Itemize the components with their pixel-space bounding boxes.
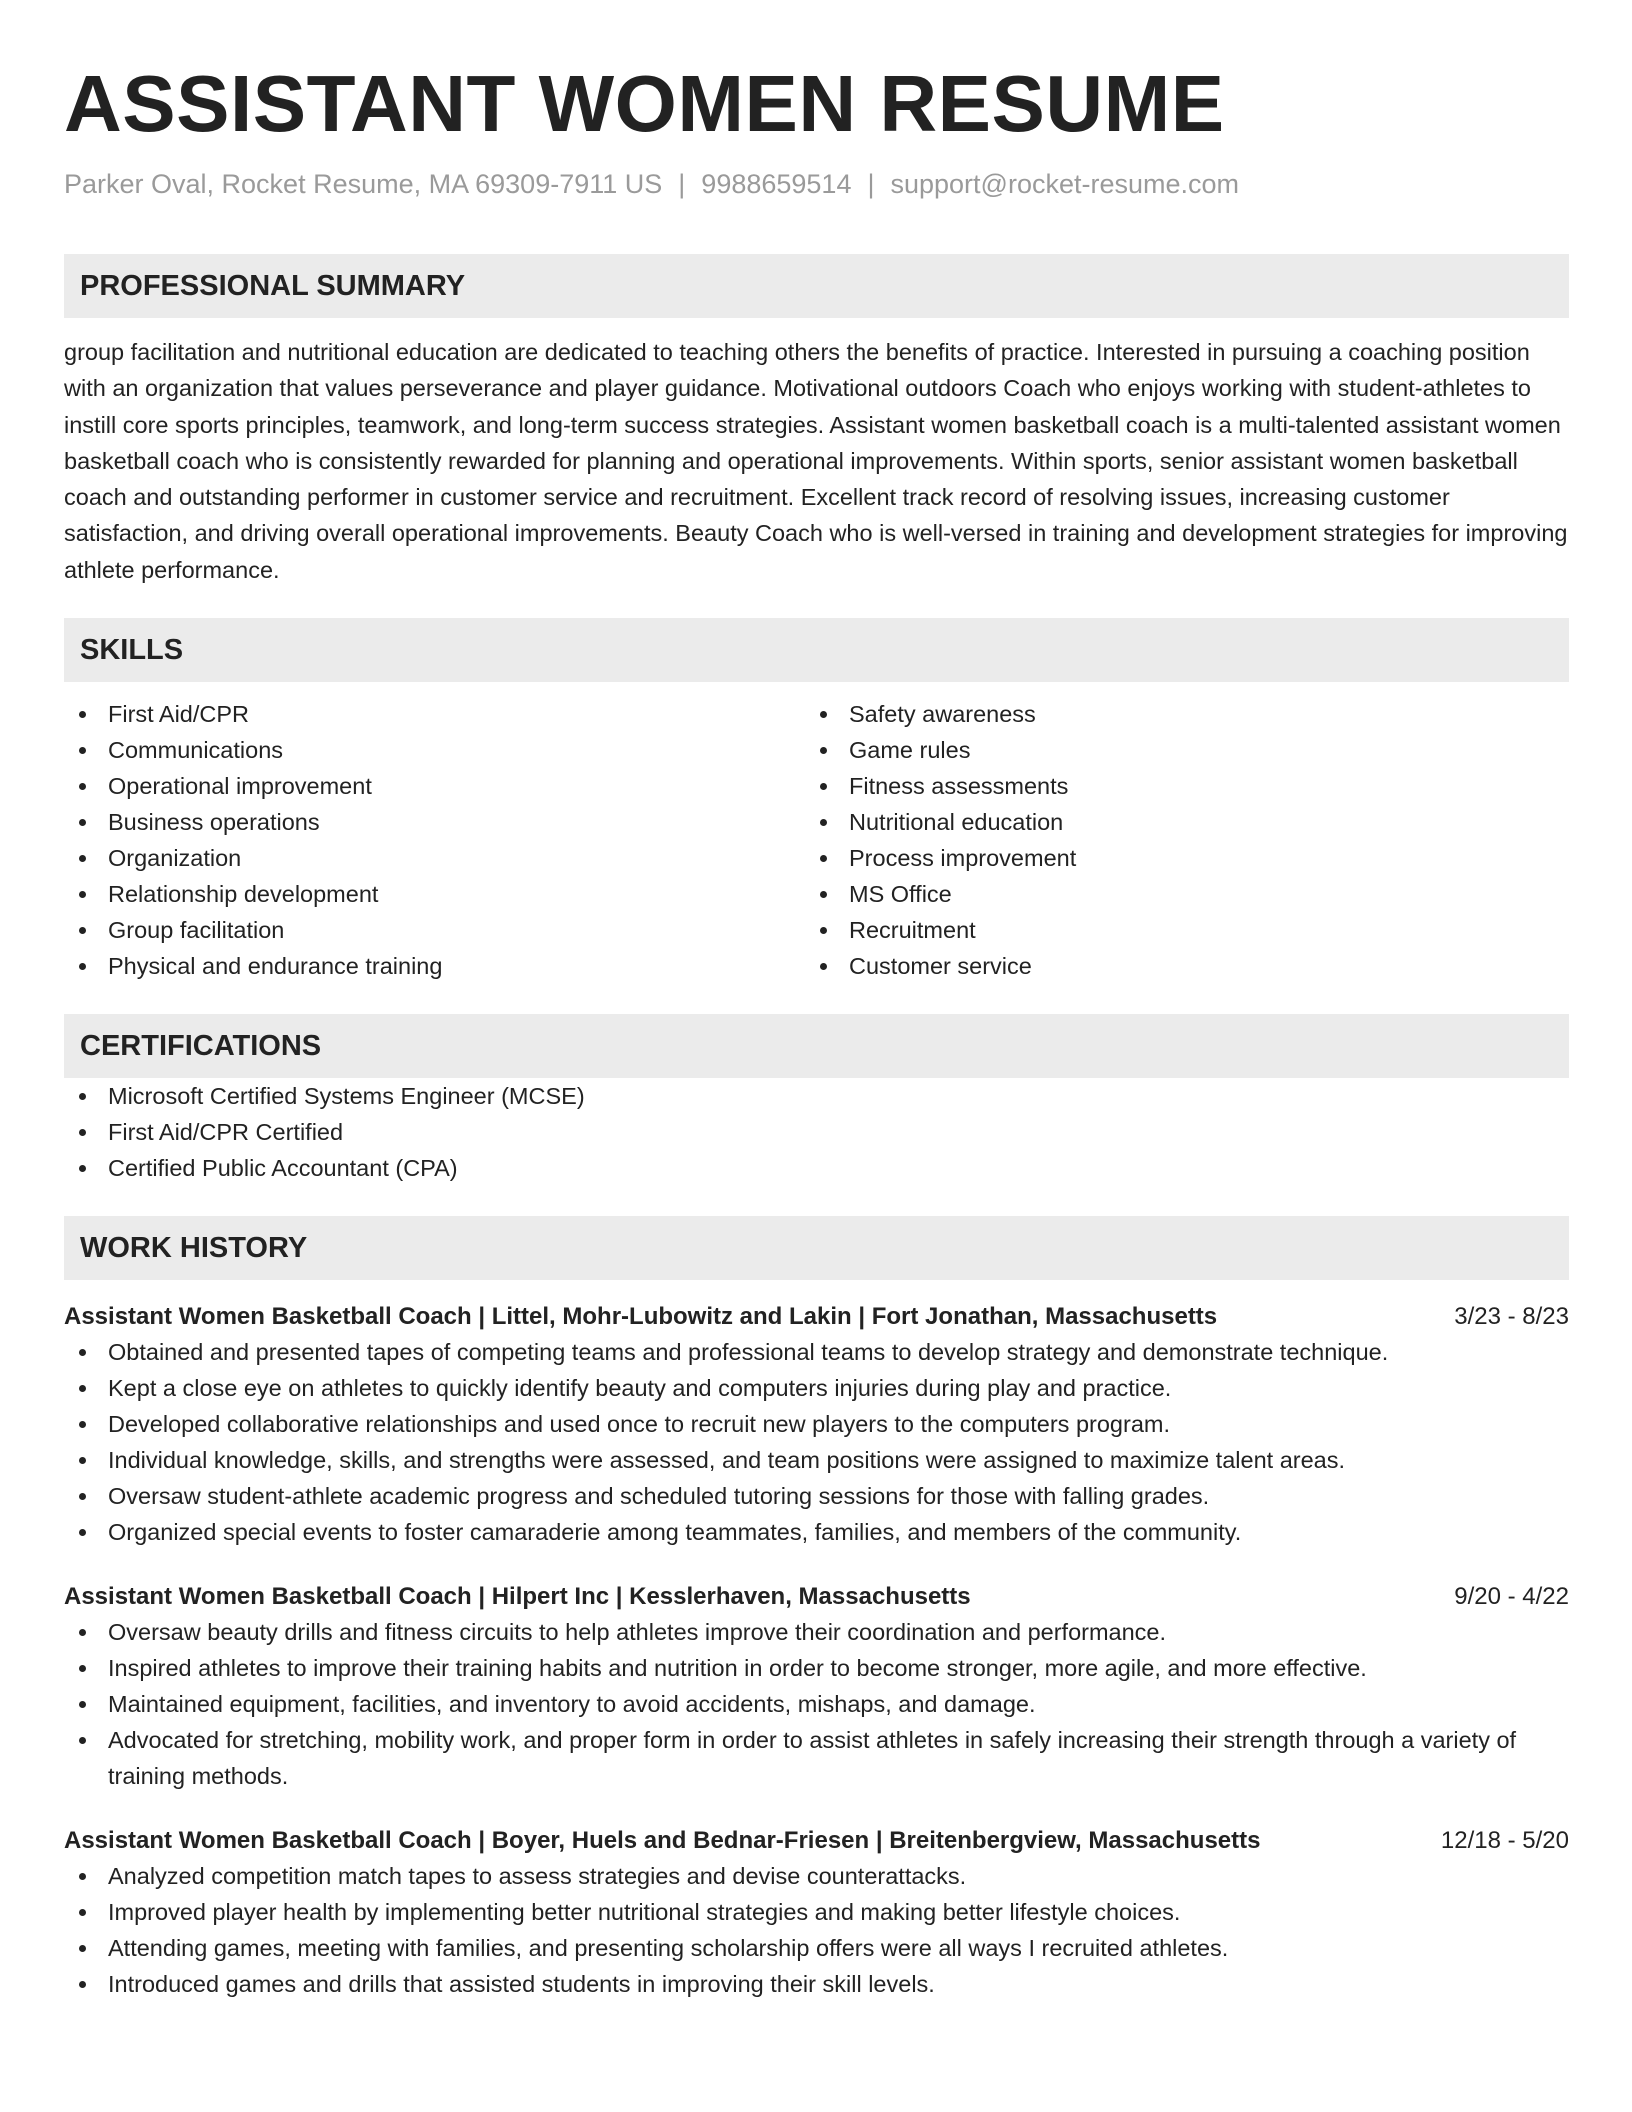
job-bullet: Developed collaborative relationships and used once to recruit new players to the computers program.	[64, 1406, 1569, 1442]
job-entry	[64, 1580, 1569, 1794]
skill-item: Relationship development	[64, 876, 805, 912]
job-header	[64, 1300, 1569, 1334]
job-bullet: Maintained equipment, facilities, and inventory to avoid accidents, mishaps, and damage.	[64, 1686, 1569, 1722]
job-title: Assistant Women Basketball Coach | Littel, Mohr-Lubowitz and Lakin | Fort Jonathan, Massachusetts	[64, 1303, 1218, 1331]
skill-item: First Aid/CPR	[64, 696, 805, 732]
skill-item: Business operations	[64, 804, 805, 840]
job-bullet: Analyzed competition match tapes to assess strategies and devise counterattacks.	[64, 1858, 1569, 1894]
skill-item: MS Office	[805, 876, 1546, 912]
job-dates: 12/18 - 5/20	[1440, 1827, 1569, 1855]
contact-separator: |	[867, 169, 875, 199]
skill-item: Game rules	[805, 732, 1546, 768]
contact-line	[64, 166, 1569, 202]
job-bullet: Introduced games and drills that assisted students in improving their skill levels.	[64, 1966, 1569, 2002]
skills-heading: SKILLS	[64, 618, 1569, 682]
job-bullet: Oversaw beauty drills and fitness circuits to help athletes improve their coordination and performance.	[64, 1614, 1569, 1650]
certification-item: Certified Public Accountant (CPA)	[64, 1150, 1569, 1186]
job-entry	[64, 1824, 1569, 2002]
job-bullet: Inspired athletes to improve their training habits and nutrition in order to become stronger, more agile, and more effective.	[64, 1650, 1569, 1686]
job-dates: 9/20 - 4/22	[1454, 1583, 1569, 1611]
contact-email: support@rocket-resume.com	[890, 169, 1240, 199]
skill-item: Recruitment	[805, 912, 1546, 948]
job-bullet-list	[64, 1334, 1569, 1550]
job-dates: 3/23 - 8/23	[1454, 1303, 1569, 1331]
job-bullet: Organized special events to foster camaraderie among teammates, families, and members of the community.	[64, 1514, 1569, 1550]
skill-item: Communications	[64, 732, 805, 768]
contact-phone: 9988659514	[701, 169, 852, 199]
skill-item: Process improvement	[805, 840, 1546, 876]
certifications-list	[64, 1078, 1569, 1186]
job-bullet-list	[64, 1614, 1569, 1794]
work-history-heading: WORK HISTORY	[64, 1216, 1569, 1280]
job-header	[64, 1580, 1569, 1614]
skill-item: Physical and endurance training	[64, 948, 805, 984]
summary-text: group facilitation and nutritional education are dedicated to teaching others the benefits of practice. Interested in pursuing a coaching position with an organization that values perseverance and player guidance. Motivational outdoors Coach who enjoys working with student-athletes to instill core sports principles, teamwork, and long-term success strategies. Assistant women basketball coach is a multi-talented assistant women basketball coach who is consistently rewarded for planning and operational improvements. Within sports, senior assistant women basketball coach and outstanding performer in customer service and recruitment. Excellent track record of resolving issues, increasing customer satisfaction, and driving overall operational improvements. Beauty Coach who is well-versed in training and development strategies for improving athlete performance.	[64, 339, 1568, 583]
job-bullet: Attending games, meeting with families, and presenting scholarship offers were all ways I recruited athletes.	[64, 1930, 1569, 1966]
job-bullet-list	[64, 1858, 1569, 2002]
summary-heading: PROFESSIONAL SUMMARY	[64, 254, 1569, 318]
skill-item: Safety awareness	[805, 696, 1546, 732]
job-title: Assistant Women Basketball Coach | Boyer, Huels and Bednar-Friesen | Breitenbergview, Massachusetts	[64, 1827, 1261, 1855]
job-bullet: Kept a close eye on athletes to quickly identify beauty and computers injuries during play and practice.	[64, 1370, 1569, 1406]
certification-item: First Aid/CPR Certified	[64, 1114, 1569, 1150]
certification-item: Microsoft Certified Systems Engineer (MCSE)	[64, 1078, 1569, 1114]
skills-column-left	[64, 696, 805, 984]
skill-item: Group facilitation	[64, 912, 805, 948]
skill-item: Fitness assessments	[805, 768, 1546, 804]
skills-column-right	[805, 696, 1546, 984]
certifications-heading: CERTIFICATIONS	[64, 1014, 1569, 1078]
job-bullet: Individual knowledge, skills, and strengths were assessed, and team positions were assigned to maximize talent areas.	[64, 1442, 1569, 1478]
job-entry	[64, 1300, 1569, 1550]
job-title: Assistant Women Basketball Coach | Hilpert Inc | Kesslerhaven, Massachusetts	[64, 1583, 971, 1611]
job-header	[64, 1824, 1569, 1858]
skill-item: Operational improvement	[64, 768, 805, 804]
job-bullet: Oversaw student-athlete academic progress and scheduled tutoring sessions for those with falling grades.	[64, 1478, 1569, 1514]
job-bullet: Advocated for stretching, mobility work, and proper form in order to assist athletes in safely increasing their strength through a variety of training methods.	[64, 1722, 1569, 1794]
job-bullet: Obtained and presented tapes of competing teams and professional teams to develop strategy and demonstrate technique.	[64, 1334, 1569, 1370]
job-bullet: Improved player health by implementing better nutritional strategies and making better lifestyle choices.	[64, 1894, 1569, 1930]
skill-item: Nutritional education	[805, 804, 1546, 840]
skills-list	[64, 696, 1569, 984]
contact-address: Parker Oval, Rocket Resume, MA 69309-7911 US	[64, 169, 663, 199]
skill-item: Customer service	[805, 948, 1546, 984]
contact-separator: |	[678, 169, 686, 199]
resume-title: ASSISTANT WOMEN RESUME	[64, 59, 1225, 148]
skill-item: Organization	[64, 840, 805, 876]
